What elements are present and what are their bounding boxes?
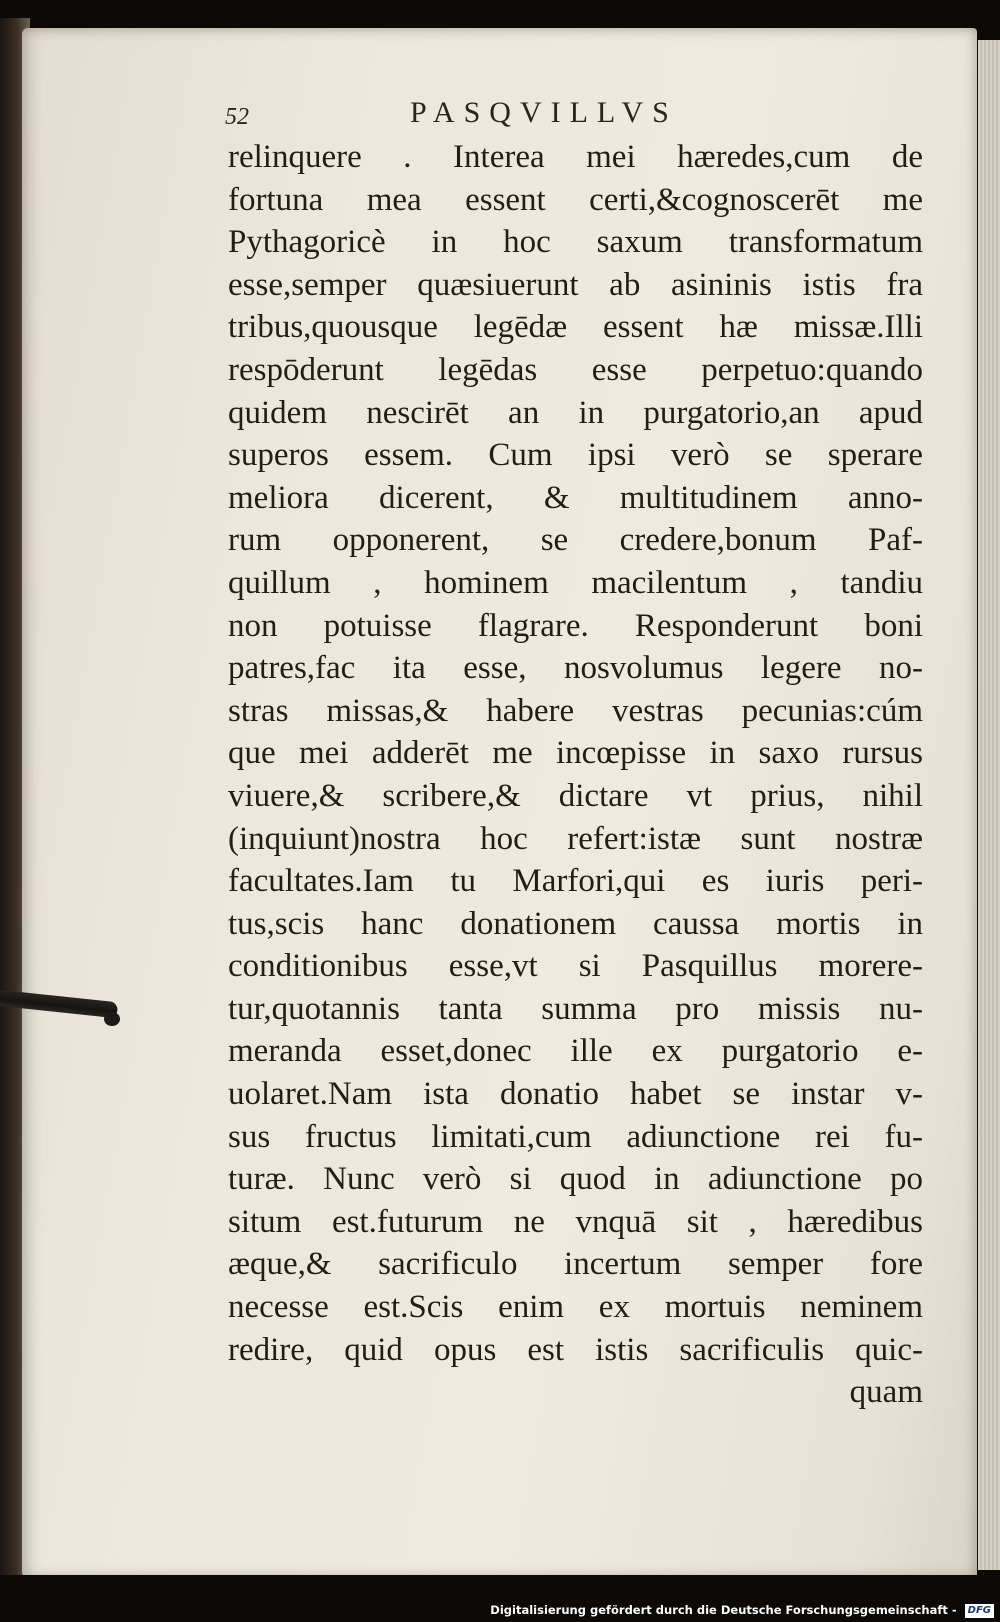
credit-text: Digitalisierung gefördert durch die Deutsche Forschungsgemeinschaft - [490,1603,957,1617]
text-line: sus fructus limitati,cum adiunctione rei fu- [228,1118,923,1155]
text-line: stras missas,& habere vestras pecunias:cúm [228,692,923,729]
text-line: patres,fac ita esse, nosvolumus legere no- [228,650,923,687]
text-line: esse,semper quæsiuerunt ab asininis istis fra [228,266,923,303]
text-line: fortuna mea essent certi,&cognoscerēt me [228,181,923,218]
catchword: quam [849,1374,923,1411]
page-stack-edge [978,40,1000,1570]
body-text [228,136,923,1414]
text-line: relinquere . Interea mei hæredes,cum de [228,139,923,175]
text-line: quidem nescirēt an in purgatorio,an apud [228,394,923,431]
digitization-credit [490,1600,994,1620]
text-line: tus,scis hanc donationem caussa mortis in [228,905,923,942]
text-line: viuere,& scribere,& dictare vt prius, nihil [228,777,923,814]
dfg-logo: DFG [965,1604,994,1618]
text-line: tur,quotannis tanta summa pro missis nu- [228,990,923,1027]
page-header [225,96,945,136]
text-line: necesse est.Scis enim ex mortuis neminem [228,1289,923,1326]
text-line: redire, quid opus est istis sacrificulis quic- [228,1331,923,1368]
text-line: quillum , hominem macilentum , tandiu [228,564,923,601]
text-line: conditionibus esse,vt si Pasquillus morere- [228,948,923,985]
text-line: æque,& sacrificulo incertum semper fore [228,1246,923,1283]
page-number: 52 [225,104,249,130]
text-line: turæ. Nunc verò si quod in adiunctione po [228,1161,923,1198]
text-line: Pythagoricè in hoc saxum transformatum [228,224,923,261]
text-line: superos essem. Cum ipsi verò se sperare [228,437,923,474]
bottom-strip [0,1575,1000,1601]
text-line: rum opponerent, se credere,bonum Paf- [228,522,923,559]
text-line: respōderunt legēdas esse perpetuo:quando [228,351,923,388]
text-line: uolaret.Nam ista donatio habet se instar v- [228,1076,923,1113]
text-line: que mei adderēt me incœpisse in saxo rursus [228,735,923,772]
text-line: non potuisse flagrare. Responderunt boni [228,607,923,644]
text-line: situm est.futurum ne vnquā sit , hæredibus [228,1203,923,1240]
text-line: meliora dicerent, & multitudinem anno- [228,479,923,516]
text-line: (inquiunt)nostra hoc refert:istæ sunt nostræ [228,820,923,857]
running-head: PASQVILLVS [410,96,678,129]
text-line: tribus,quousque legēdæ essent hæ missæ.Illi [228,309,923,346]
binding-thread-end [104,1012,120,1026]
text-line: meranda esset,donec ille ex purgatorio e- [228,1033,923,1070]
text-line: facultates.Iam tu Marfori,qui es iuris peri- [228,863,923,900]
